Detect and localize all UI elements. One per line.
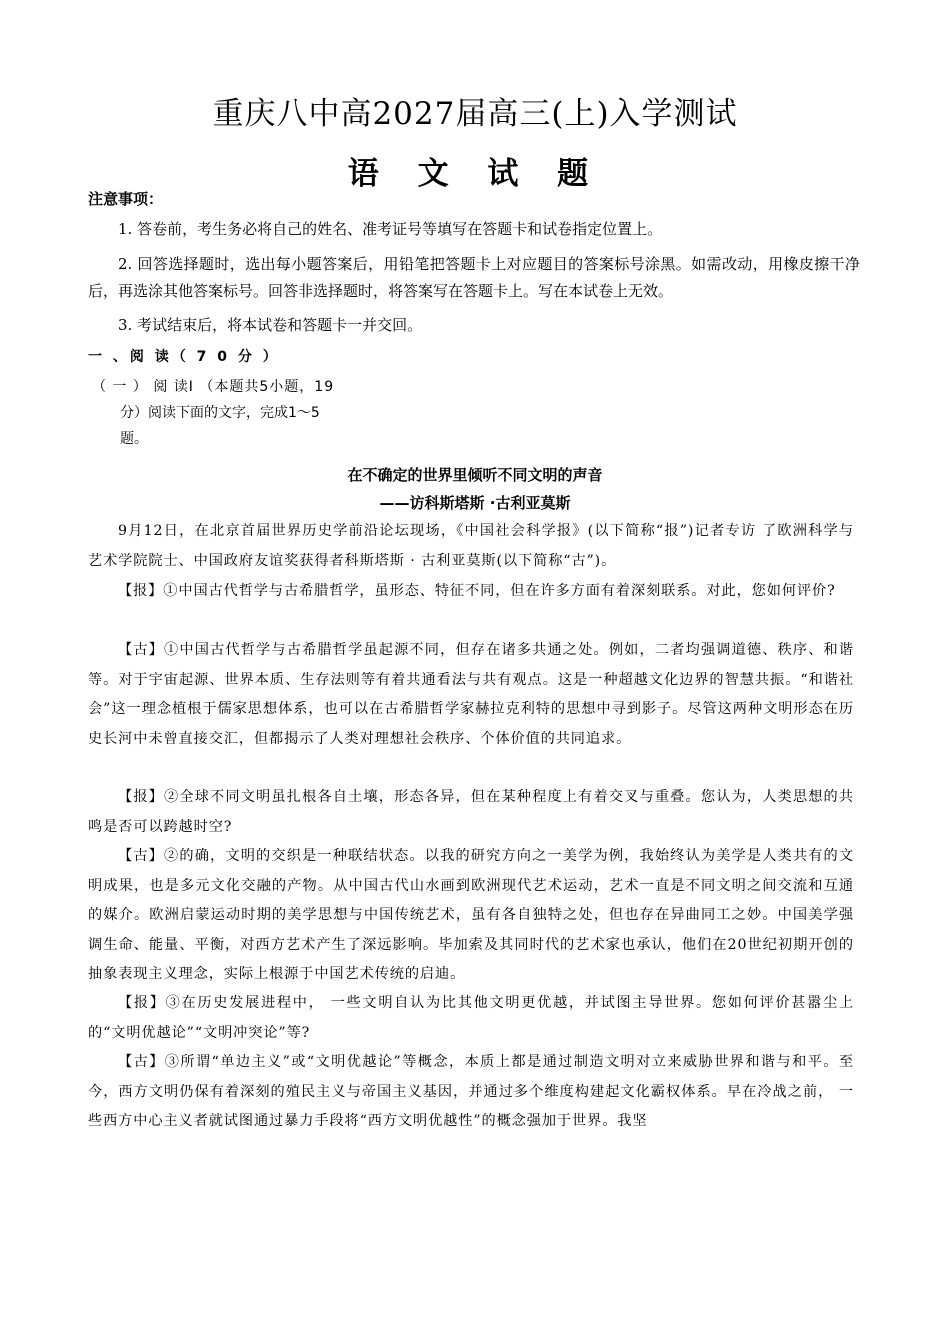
exam-subtitle: 语 文 试 题 — [347, 156, 603, 192]
exam-title: 重庆八中高2027届高三(上)入学测试 — [212, 96, 738, 132]
subsection-line-2: 分）阅读下面的文字，完成1～5 — [120, 405, 320, 421]
subsection-line-1: （ 一 ） 阅 读Ⅰ （本题共5小题，19 — [92, 379, 335, 395]
notice-item-3: 3. 考试结束后，将本试卷和答题卡一并交回。 — [118, 316, 423, 334]
notice-item-2: 2. 回答选择题时，选出每小题答案后，用铅笔把答题卡上对应题目的答案标号涂黑。如需改动，用橡皮擦干净后，再选涂其他答案标号。回答非选择题时，将答案写在答题卡上。写在本试卷上无效。 — [88, 255, 860, 300]
article-paragraph: 【报】③在历史发展进程中， 一些文明自认为比其他文明更优越，并试图主导世界。您如何评价甚嚣尘上的“文明优越论”“文明冲突论”等? — [88, 995, 854, 1041]
article-paragraph: 【古】③所谓“单边主义”或“文明优越论”等概念，本质上都是通过制造文明对立来威胁世界和谐与和平。至今，西方文明仍保有着深刻的殖民主义与帝国主义基因，并通过多个维度构建起文化霸权体系。早在冷战之前， 一些西方中心主义者就试图通过暴力手段将“西方文明优越性”的概念强加于世界。我坚 — [88, 1054, 854, 1129]
article-title: 在不确定的世界里倾听不同文明的声音 — [347, 466, 603, 484]
article-paragraph: 【报】①中国古代哲学与古希腊哲学，虽形态、特征不同，但在许多方面有着深刻联系。对此，您如何评价? — [118, 583, 836, 599]
subsection-instructions — [92, 374, 384, 452]
notice-heading: 注意事项： — [88, 190, 164, 208]
article-paragraph: 【古】①中国古代哲学与古希腊哲学虽起源不同，但存在诸多共通之处。例如，二者均强调道德、秩序、和谐等。对于宇宙起源、世界本质、生存法则等有着共通看法与共有观点。这是一种超越文化边界的智慧共振。“和谐社会”这一理念植根于儒家思想体系，也可以在古希腊哲学家赫拉克利特的思想中寻到影子。尽管这两种文明形态在历史长河中未曾直接交汇，但都揭示了人类对理想社会秩序、个体价值的共同追求。 — [88, 642, 854, 747]
notice-item-1: 1. 答卷前，考生务必将自己的姓名、准考证号等填写在答题卡和试卷指定位置上。 — [118, 220, 663, 238]
section-heading: 一 、阅 读（ 7 0 分 ） — [88, 349, 280, 365]
article-paragraph: 【报】②全球不同文明虽扎根各自土壤，形态各异，但在某种程度上有着交叉与重叠。您认为，人类思想的共鸣是否可以跨越时空? — [88, 789, 854, 835]
article-paragraph: 【古】②的确，文明的交织是一种联结状态。以我的研究方向之一美学为例，我始终认为美学是人类共有的文明成果，也是多元文化交融的产物。从中国古代山水画到欧洲现代艺术运动，艺术一直是不同文明之间交流和互通的媒介。欧洲启蒙运动时期的美学思想与中国传统艺术，虽有各自独特之处，但也存在异曲同工之妙。中国美学强调生命、能量、平衡，对西方艺术产生了深远影响。毕加索及其同时代的艺术家也承认，他们在20世纪初期开创的抽象表现主义理念，实际上根源于中国艺术传统的启迪。 — [88, 848, 854, 982]
subsection-line-3: 题。 — [120, 431, 148, 447]
article-subtitle: ——访科斯塔斯 ·古利亚莫斯 — [379, 494, 571, 512]
article-paragraph: 9月12日，在北京首届世界历史学前沿论坛现场，《中国社会科学报》(以下简称“报”)记者专访 了欧洲科学与艺术学院院士、中国政府友谊奖获得者科斯塔斯 · 古利亚莫斯(以下简称“古”)。 — [88, 523, 854, 569]
